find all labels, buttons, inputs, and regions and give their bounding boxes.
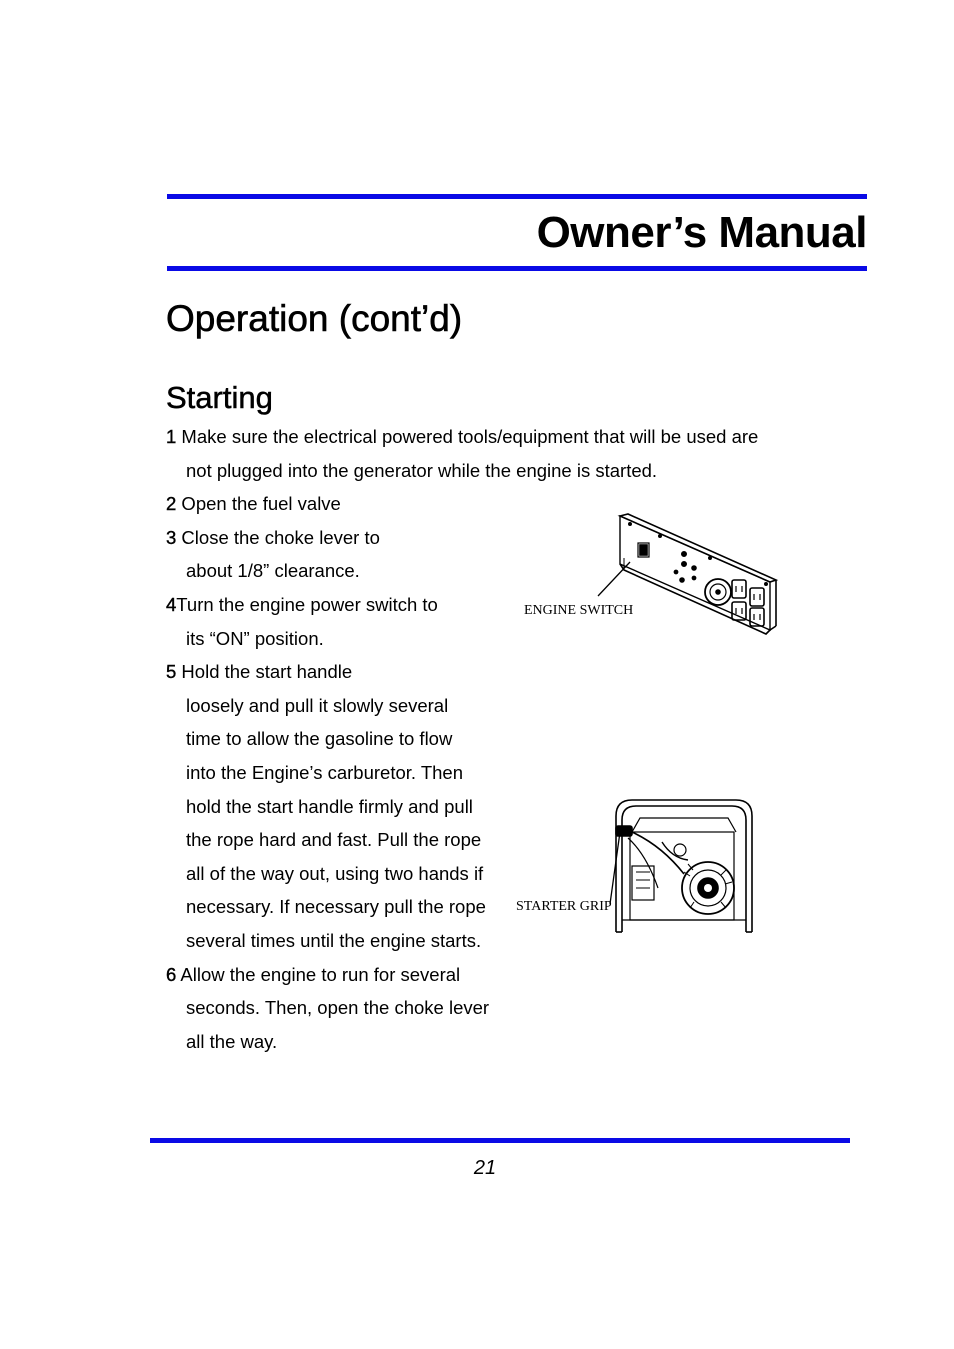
step-number: 5 [166,661,177,683]
step-text: Close the choke lever to [176,526,380,548]
header-rule-bottom [167,266,867,271]
step-number: 4 [166,593,177,615]
starter-grip-label: STARTER GRIP [516,899,612,914]
step-continuation: into the Engine’s carburetor. Then [186,761,464,783]
step-continuation: not plugged into the generator while the engine is started. [186,459,658,481]
step-text: Hold the start handle [176,661,353,683]
step-continuation: hold the start handle firmly and pull [186,795,473,817]
step-number: 2 [166,493,177,515]
step-continuation: its “ON” position. [186,627,324,649]
manual-title: Owner’s Manual [536,208,867,257]
section-title: Operation (cont’d) [166,298,463,339]
engine-switch-label: ENGINE SWITCH [524,603,634,618]
step-number: 6 [166,963,177,985]
step-number: 1 [166,426,177,447]
starter-grip-figure [512,792,762,940]
step-continuation: several times until the engine starts. [186,929,482,951]
step-text: Make sure the electrical powered tools/equipment that will be used are [176,426,759,447]
footer-rule [150,1138,850,1143]
step-continuation: time to allow the gasoline to flow [186,728,453,750]
step-text: Open the fuel valve [176,493,341,515]
subsection-title: Starting [166,380,273,415]
step-continuation: seconds. Then, open the choke lever [186,997,490,1019]
step-continuation: the rope hard and fast. Pull the rope [186,829,482,851]
step-text: Allow the engine to run for several [176,963,461,985]
step-1 [166,420,758,487]
step-continuation: all the way. [186,1030,278,1052]
step-text: Turn the engine power switch to [176,593,438,615]
step-continuation: necessary. If necessary pull the rope [186,896,486,918]
engine-switch-figure [520,508,780,640]
step-continuation: loosely and pull it slowly several [186,694,449,716]
header-rule-top [167,194,867,199]
step-6 [166,958,758,1059]
step-number: 3 [166,526,177,548]
step-continuation: all of the way out, using two hands if [186,862,484,884]
page-number: 21 [473,1157,497,1179]
step-continuation: about 1/8” clearance. [186,560,360,582]
